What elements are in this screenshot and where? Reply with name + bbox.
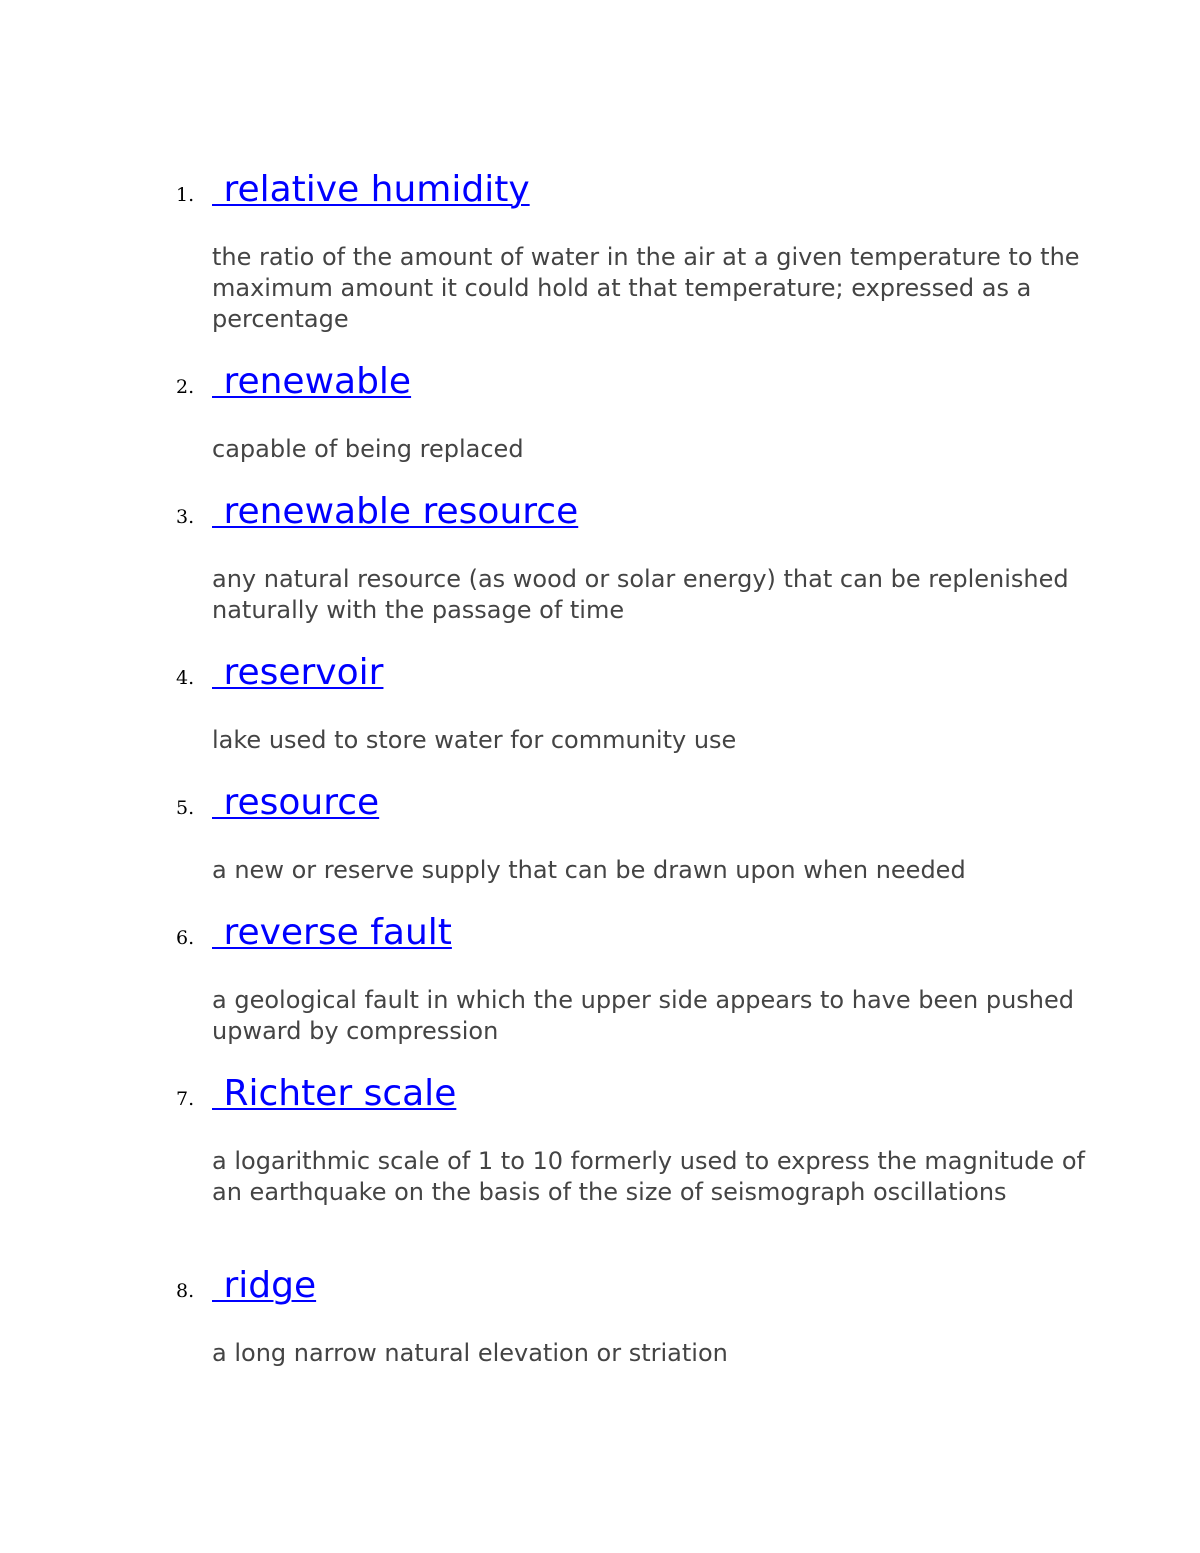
term-line <box>0 170 1200 214</box>
list-number: 7. <box>176 1088 195 1110</box>
list-number: 2. <box>176 376 195 398</box>
term-line <box>0 1074 1200 1118</box>
list-number: 5. <box>176 797 195 819</box>
definition-text: a logarithmic scale of 1 to 10 formerly used to express the magnitude of an earthquake on the basis of the size of seismograph oscillations <box>212 1147 1085 1206</box>
term-link-relative-humidity[interactable]: relative humidity <box>212 169 530 210</box>
definition-text: lake used to store water for community use <box>212 726 737 754</box>
term-link-renewable-resource[interactable]: renewable resource <box>212 491 579 532</box>
list-number: 8. <box>176 1280 195 1302</box>
definition-text: capable of being replaced <box>212 435 524 463</box>
term-link-reservoir[interactable]: reservoir <box>212 652 384 693</box>
term-line <box>0 913 1200 957</box>
definition-text: the ratio of the amount of water in the air at a given temperature to the maximum amount it could hold at that temperature; expressed as a percentage <box>212 243 1080 333</box>
definition-text: a geological fault in which the upper side appears to have been pushed upward by compression <box>212 986 1075 1045</box>
term-link-richter-scale[interactable]: Richter scale <box>212 1073 457 1114</box>
list-number: 4. <box>176 667 195 689</box>
definition-text: any natural resource (as wood or solar energy) that can be replenished naturally with the passage of time <box>212 565 1069 624</box>
list-number: 6. <box>176 927 195 949</box>
list-number: 1. <box>176 184 195 206</box>
list-number: 3. <box>176 506 195 528</box>
term-line <box>0 1266 1200 1310</box>
term-link-ridge[interactable]: ridge <box>212 1265 317 1306</box>
term-link-renewable[interactable]: renewable <box>212 361 412 402</box>
term-line <box>0 492 1200 536</box>
definition-text: a new or reserve supply that can be drawn upon when needed <box>212 856 966 884</box>
term-link-resource[interactable]: resource <box>212 782 380 823</box>
term-line <box>0 653 1200 697</box>
term-line <box>0 362 1200 406</box>
term-link-reverse-fault[interactable]: reverse fault <box>212 912 452 953</box>
definition-text: a long narrow natural elevation or striation <box>212 1339 728 1367</box>
term-line <box>0 783 1200 827</box>
